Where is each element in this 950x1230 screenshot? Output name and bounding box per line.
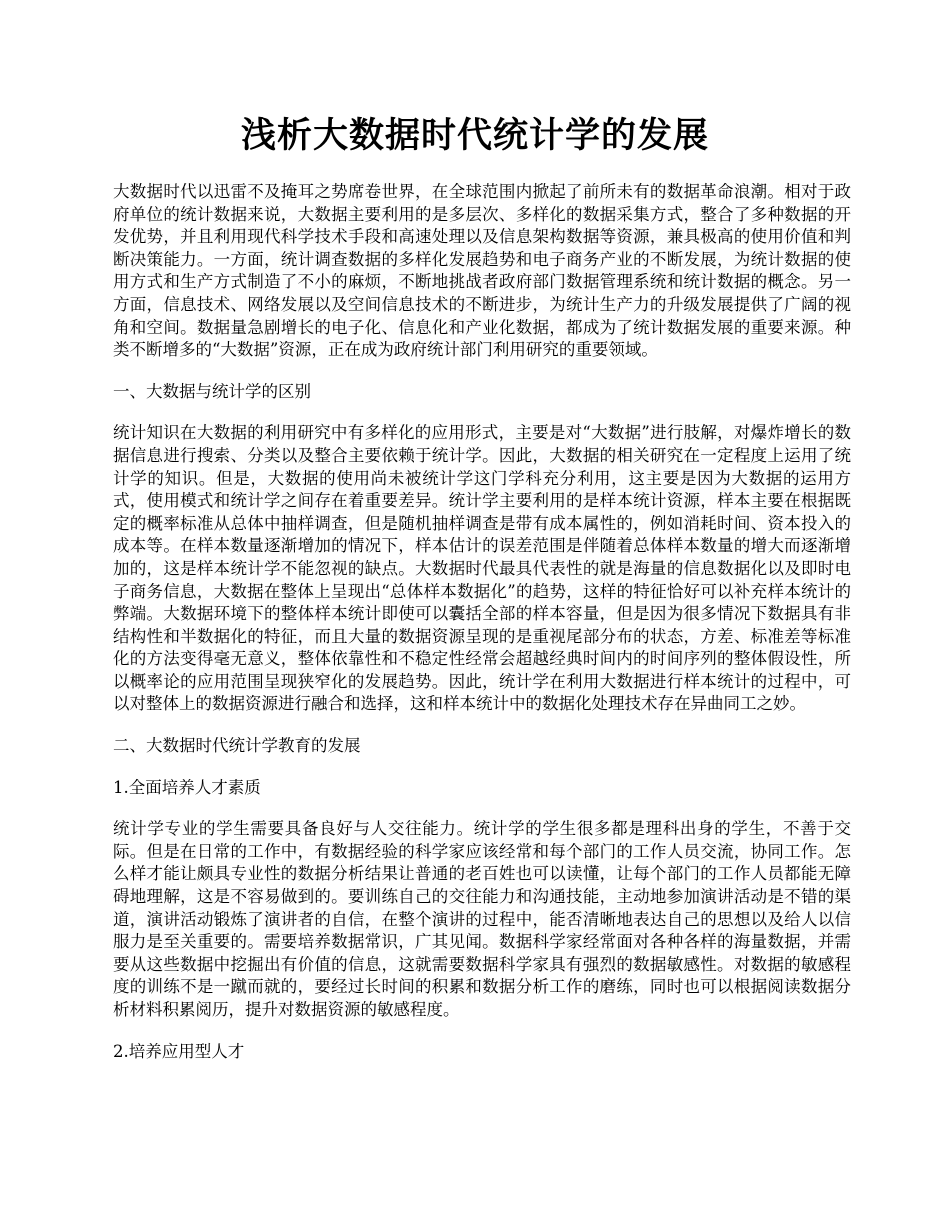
document-body [113, 181, 851, 1082]
section-2-heading: 二、大数据时代统计学教育的发展 [113, 736, 361, 756]
subsection-1-heading: 1.全面培养人才素质 [113, 777, 261, 797]
section-1-heading: 一、大数据与统计学的区别 [113, 381, 311, 401]
subsection-1-paragraph: 统计学专业的学生需要具备良好与人交往能力。统计学的学生很多都是理科出身的学生，不善于交际。但是在日常的工作中，有数据经验的科学家应该经常和每个部门的工作人员交流，协同工作。怎么样才能让颇具专业性的数据分析结果让普通的老百姓也可以读懂，让每个部门的工作人员都能无障碍地理解，这是不容易做到的。要训练自己的交往能力和沟通技能，主动地参加演讲活动是不错的渠道，演讲活动锻炼了演讲者的自信，在整个演讲的过程中，能否清晰地表达自己的思想以及给人以信服力是至关重要的。需要培养数据常识，广其见闻。数据科学家经常面对各种各样的海量数据，并需要从这些数据中挖掘出有价值的信息，这就需要数据科学家具有强烈的数据敏感性。对数据的敏感程度的训练不是一蹴而就的，要经过长时间的积累和数据分析工作的磨练，同时也可以根据阅读数据分析材料积累阅历，提升对数据资源的敏感程度。 [113, 819, 851, 1019]
page-title: 浅析大数据时代统计学的发展 [240, 115, 709, 156]
intro-paragraph: 大数据时代以迅雷不及掩耳之势席卷世界，在全球范围内掀起了前所未有的数据革命浪潮。相对于政府单位的统计数据来说，大数据主要利用的是多层次、多样化的数据采集方式，整合了多种数据的开发优势，并且利用现代科学技术手段和高速处理以及信息架构数据等资源，兼具极高的使用价值和判断决策能力。一方面，统计调查数据的多样化发展趋势和电子商务产业的不断发展，为统计数据的使用方式和生产方式制造了不小的麻烦，不断地挑战者政府部门数据管理系统和统计数据的概念。另一方面，信息技术、网络发展以及空间信息技术的不断进步，为统计生产力的升级发展提供了广阔的视角和空间。数据量急剧增长的电子化、信息化和产业化数据，都成为了统计数据发展的重要来源。种类不断增多的“大数据”资源，正在成为政府统计部门利用研究的重要领域。 [113, 182, 851, 360]
section-1-paragraph: 统计知识在大数据的利用研究中有多样化的应用形式，主要是对“大数据”进行肢解，对爆炸增长的数据信息进行搜索、分类以及整合主要依赖于统计学。因此，大数据的相关研究在一定程度上运用了统计学的知识。但是，大数据的使用尚未被统计学这门学科充分利用，这主要是因为大数据的运用方式，使用模式和统计学之间存在着重要差异。统计学主要利用的是样本统计资源，样本主要在根据既定的概率标准从总体中抽样调查，但是随机抽样调查是带有成本属性的，例如消耗时间、资本投入的成本等。在样本数量逐渐增加的情况下，样本估计的误差范围是伴随着总体样本数量的增大而逐渐增加的，这是样本统计学不能忽视的缺点。大数据时代最具代表性的就是海量的信息数据化以及即时电子商务信息，大数据在整体上呈现出“总体样本数据化”的趋势，这样的特征恰好可以补充样本统计的弊端。大数据环境下的整体样本统计即使可以囊括全部的样本容量，但是因为很多情况下数据具有非结构性和半数据化的特征，而且大量的数据资源呈现的是重视尾部分布的状态，方差、标准差等标准化的方法变得毫无意义，整体依靠性和不稳定性经常会超越经典时间内的时间序列的整体假设性，所以概率论的应用范围呈现狭窄化的发展趋势。因此，统计学在利用大数据进行样本统计的过程中，可以对整体上的数据资源进行融合和选择，这和样本统计中的数据化处理技术存在异曲同工之妙。 [113, 423, 851, 714]
subsection-2-heading: 2.培养应用型人才 [113, 1041, 245, 1061]
